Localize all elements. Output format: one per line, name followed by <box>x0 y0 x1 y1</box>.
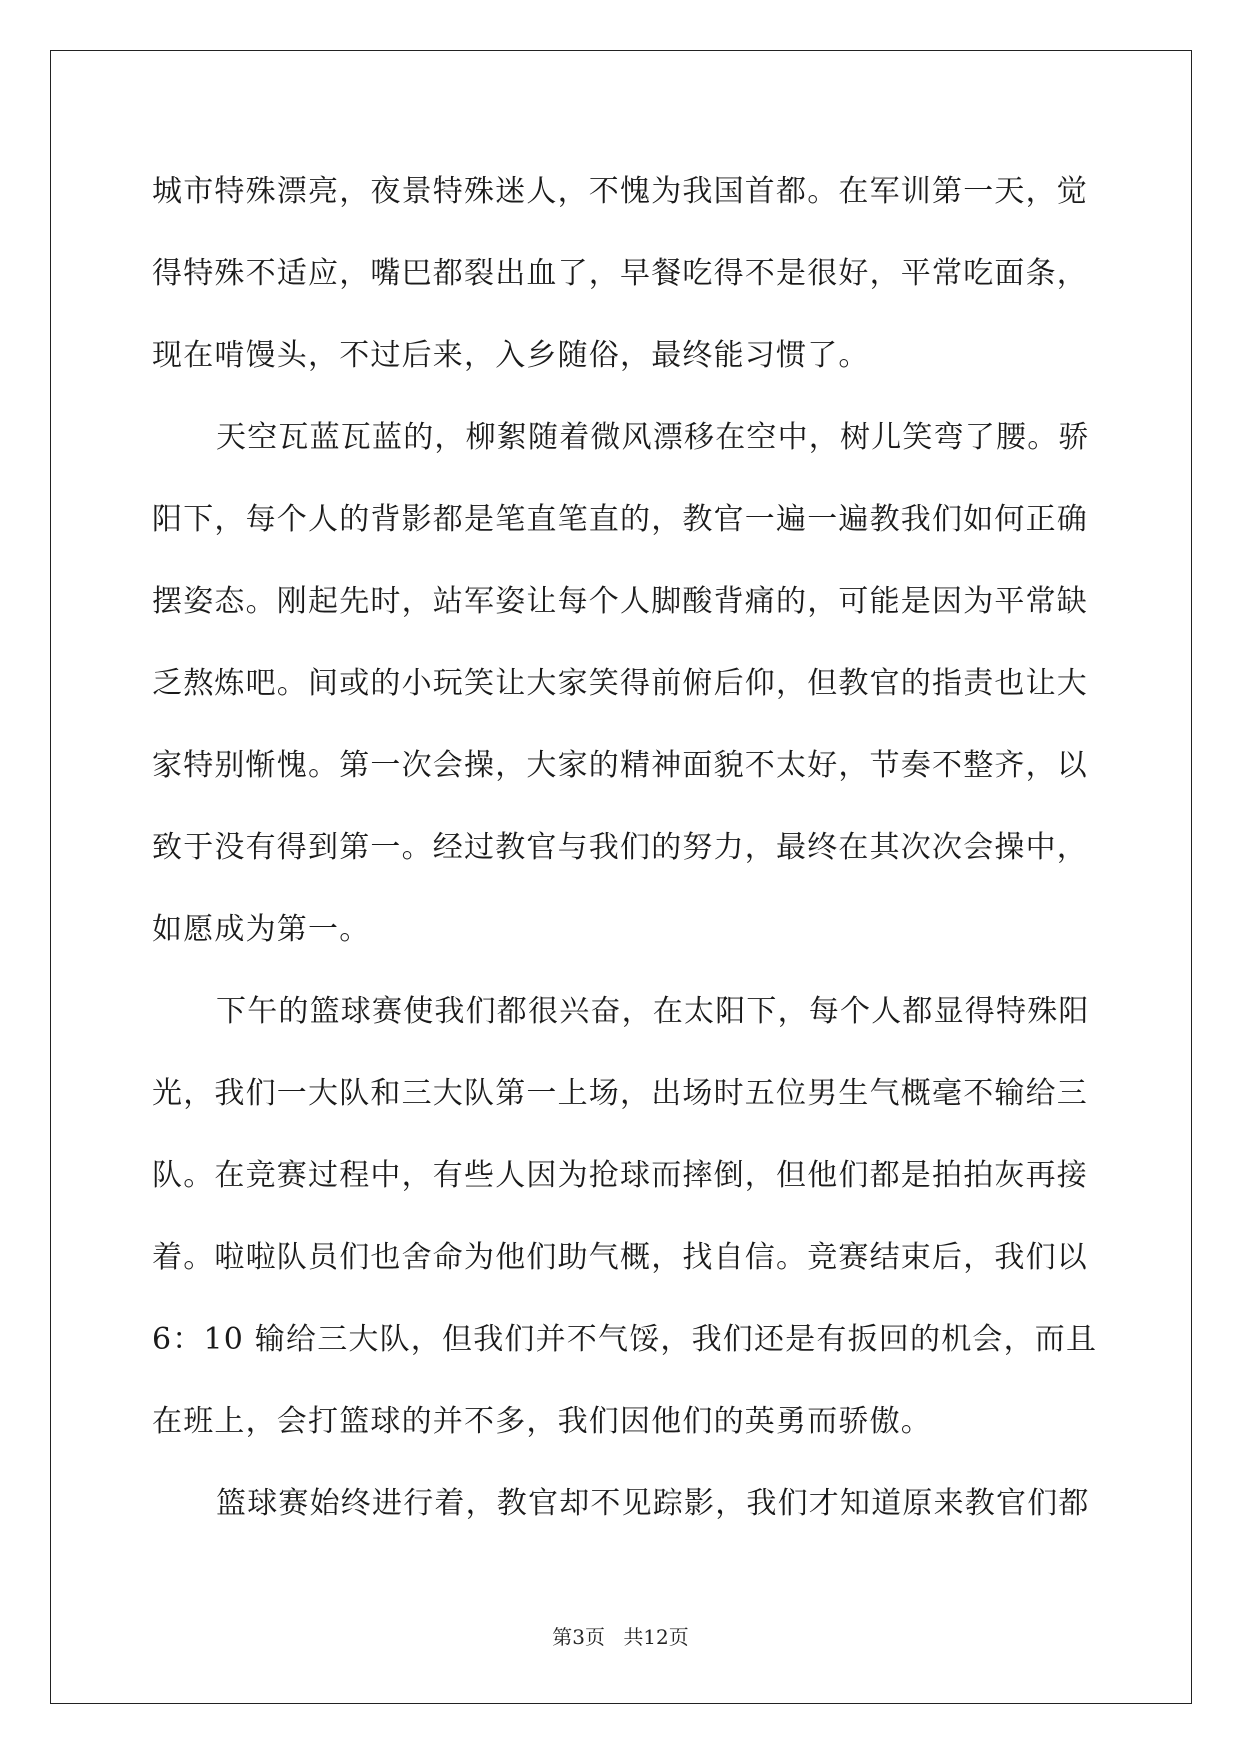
text-line: 城市特殊漂亮，夜景特殊迷人，不愧为我国首都。在军训第一天，觉 <box>152 174 1088 209</box>
text-line: 光，我们一大队和三大队第一上场，出场时五位男生气概毫不输给三 <box>152 1076 1088 1111</box>
paragraph-start-line: 下午的篮球赛使我们都很兴奋，在太阳下，每个人都显得特殊阳 <box>216 994 1090 1029</box>
text-line: 如愿成为第一。 <box>152 912 371 947</box>
text-line: 6：10 输给三大队，但我们并不气馁，我们还是有扳回的机会，而且 <box>152 1322 1098 1357</box>
text-line: 家特别惭愧。第一次会操，大家的精神面貌不太好，节奏不整齐，以 <box>152 748 1088 783</box>
paragraph-start-line: 天空瓦蓝瓦蓝的，柳絮随着微风漂移在空中，树儿笑弯了腰。骄 <box>216 420 1090 455</box>
text-line: 队。在竞赛过程中，有些人因为抢球而摔倒，但他们都是拍拍灰再接 <box>152 1158 1088 1193</box>
page-number: 第3页 <box>552 1625 605 1649</box>
text-line: 现在啃馒头，不过后来，入乡随俗，最终能习惯了。 <box>152 338 870 373</box>
text-line: 阳下，每个人的背影都是笔直笔直的，教官一遍一遍教我们如何正确 <box>152 502 1088 537</box>
text-line: 在班上，会打篮球的并不多，我们因他们的英勇而骄傲。 <box>152 1404 932 1439</box>
text-line: 摆姿态。刚起先时，站军姿让每个人脚酸背痛的，可能是因为平常缺 <box>152 584 1088 619</box>
text-line: 得特殊不适应，嘴巴都裂出血了，早餐吃得不是很好，平常吃面条， <box>152 256 1088 291</box>
text-line: 着。啦啦队员们也舍命为他们助气概，找自信。竞赛结束后，我们以 <box>152 1240 1088 1275</box>
paragraph-start-line: 篮球赛始终进行着，教官却不见踪影，我们才知道原来教官们都 <box>216 1486 1090 1521</box>
page-total: 共12页 <box>623 1625 689 1649</box>
document-body <box>152 162 1098 1556</box>
text-line: 致于没有得到第一。经过教官与我们的努力，最终在其次次会操中， <box>152 830 1088 865</box>
page-footer <box>0 1624 1241 1650</box>
text-line: 乏熬炼吧。间或的小玩笑让大家笑得前俯后仰，但教官的指责也让大 <box>152 666 1088 701</box>
